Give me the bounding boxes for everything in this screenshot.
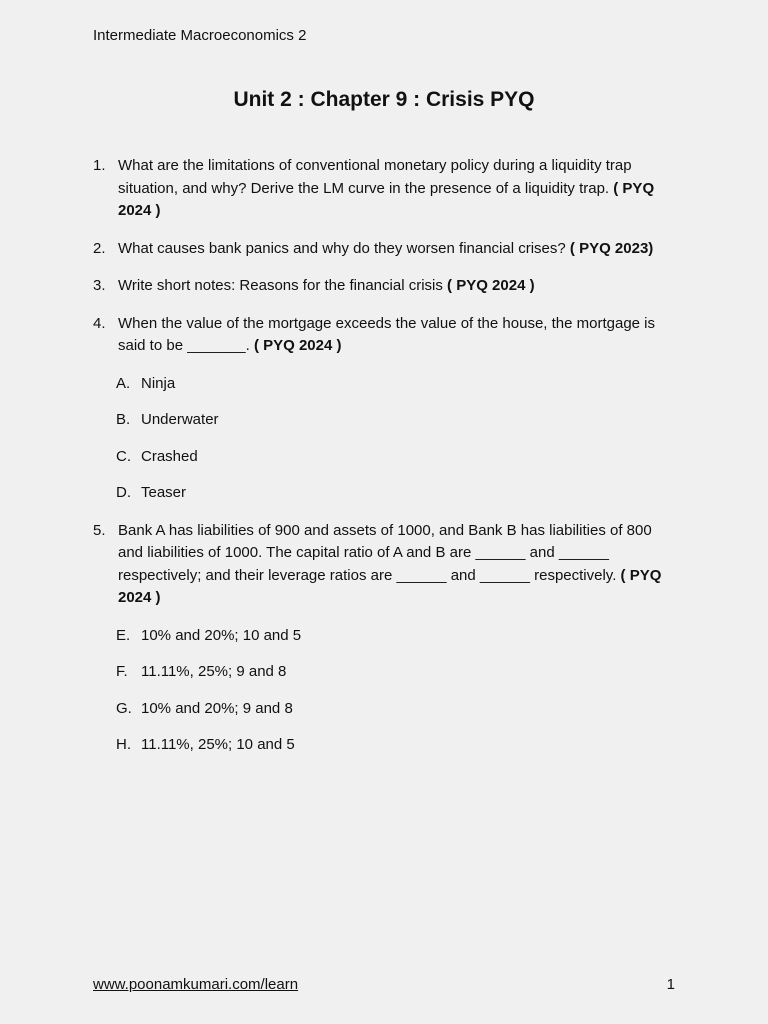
pyq-tag: ( PYQ 2024 )	[118, 179, 655, 219]
option-letter: G.	[116, 699, 132, 717]
option-b	[116, 409, 668, 432]
page-title: Unit 2 : Chapter 9 : Crisis PYQ	[233, 88, 535, 111]
question-4	[93, 313, 668, 358]
option-f	[116, 661, 668, 684]
question-number: 4.	[93, 314, 106, 332]
option-h	[116, 734, 668, 757]
option-letter: F.	[116, 663, 128, 680]
pyq-tag: ( PYQ 2023)	[569, 239, 654, 257]
option-letter: A.	[116, 374, 131, 392]
option-text: Underwater	[141, 411, 219, 428]
question-1	[93, 155, 668, 223]
option-c	[116, 446, 668, 469]
course-header: Intermediate Macroeconomics 2	[93, 27, 307, 44]
option-letter: H.	[116, 736, 131, 753]
page-number: 1	[666, 976, 675, 993]
option-g	[116, 698, 668, 721]
option-a	[116, 373, 668, 396]
option-text: 10% and 20%; 9 and 8	[141, 699, 293, 717]
option-letter: C.	[116, 447, 131, 465]
option-text: Crashed	[141, 447, 198, 465]
option-text: Ninja	[141, 374, 176, 392]
option-e	[116, 625, 668, 648]
option-text: 10% and 20%; 10 and 5	[141, 626, 302, 644]
option-letter: E.	[116, 626, 131, 644]
option-d	[116, 482, 668, 505]
option-letter: D.	[116, 484, 131, 501]
question-text: What causes bank panics and why do they worsen financial crises?	[118, 239, 570, 257]
question-5-options	[116, 625, 668, 757]
page-footer	[93, 976, 675, 993]
option-text: Teaser	[141, 484, 187, 501]
question-number: 1.	[93, 157, 106, 174]
question-list	[93, 155, 668, 772]
website-link[interactable]: www.poonamkumari.com/learn	[93, 976, 299, 993]
question-text: When the value of the mortgage exceeds the value of the house, the mortgage is said to be _______.	[118, 314, 656, 354]
pyq-tag: ( PYQ 2024 )	[253, 337, 342, 354]
pyq-tag: ( PYQ 2024 )	[447, 277, 535, 294]
question-number: 5.	[93, 521, 106, 539]
question-number: 2.	[93, 239, 106, 257]
question-2	[93, 238, 668, 261]
question-number: 3.	[93, 277, 106, 294]
question-text: Write short notes: Reasons for the financial crisis	[118, 277, 448, 294]
pyq-tag: ( PYQ 2024 )	[118, 566, 662, 606]
option-letter: B.	[116, 411, 131, 428]
question-text: What are the limitations of conventional monetary policy during a liquidity trap situation, and why? Derive the LM curve in the presence of a liquidity trap.	[118, 157, 632, 197]
option-text: 11.11%, 25%; 9 and 8	[141, 663, 287, 680]
option-text: 11.11%, 25%; 10 and 5	[141, 736, 295, 753]
question-text: Bank A has liabilities of 900 and assets of 1000, and Bank B has liabilities of 800 and liabilities of 1000. The capital ratio of A and B are ______ and ______ respectively; and their leverage ratios are ______ and ______ respectively.	[118, 521, 652, 584]
question-3	[93, 275, 668, 298]
question-5	[93, 520, 668, 610]
question-4-options	[116, 373, 668, 505]
